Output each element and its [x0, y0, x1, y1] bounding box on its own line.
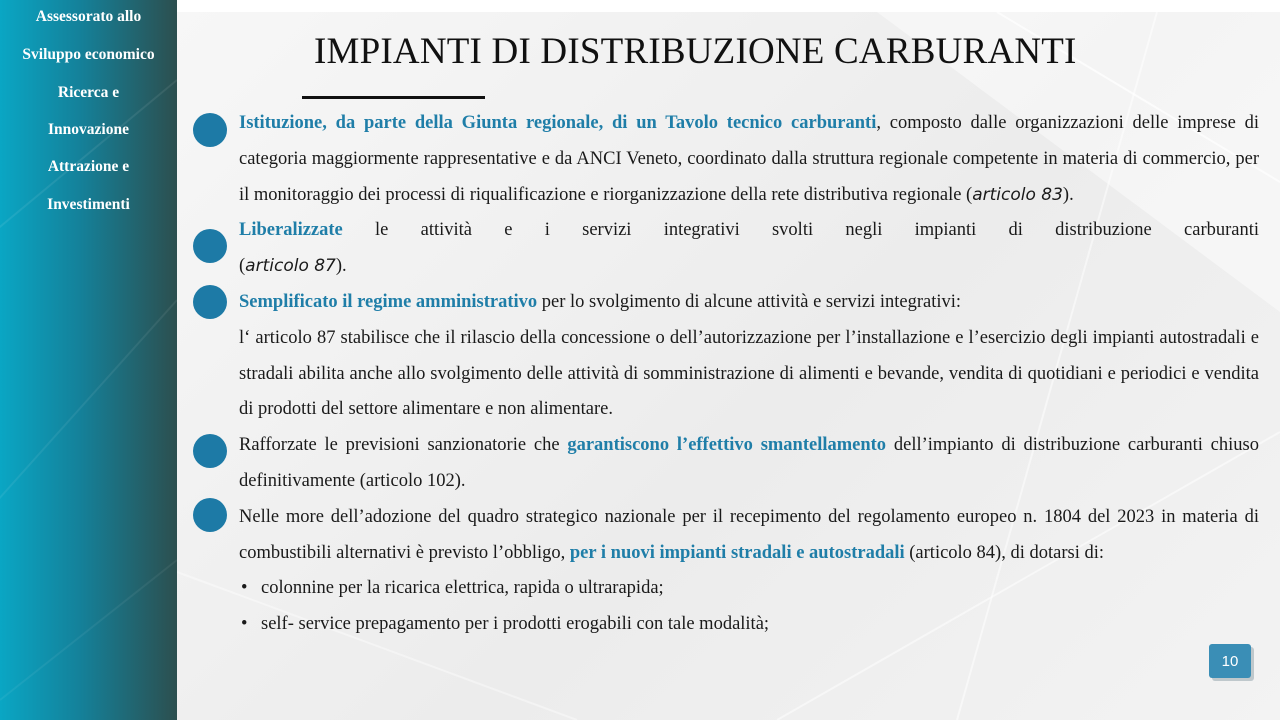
paragraph-combustibili	[239, 500, 1259, 572]
slide-body	[239, 106, 1259, 643]
highlight-text: Istituzione, da parte della Giunta regionale, di un Tavolo tecnico carburanti	[239, 113, 877, 133]
sidebar-line-4: Innovazione	[48, 121, 129, 138]
sidebar-line-5: Attrazione e	[47, 158, 130, 175]
list-item	[239, 571, 1259, 607]
bullet-circle-1	[193, 113, 227, 147]
highlight-text: Liberalizzate	[239, 220, 343, 241]
paragraph-text: per lo svolgimento di alcune attività e servizi integrativi:	[537, 291, 962, 312]
highlight-text: garantiscono l’effettivo smantellamento	[567, 435, 887, 456]
paragraph-sanzioni	[239, 428, 1259, 500]
list-item-text: self- service prepagamento per i prodotti erogabili con tale modalità;	[261, 614, 770, 635]
sidebar-line-1: Assessorato allo	[35, 8, 142, 25]
paragraph-text-end: ).	[1062, 184, 1074, 205]
page-number-badge: 10	[1209, 644, 1251, 678]
slide-title: IMPIANTI DI DISTRIBUZIONE CARBURANTI	[314, 31, 1077, 72]
paragraph-text-end: ).	[335, 256, 347, 277]
paragraph-text-end: (articolo 84), di dotarsi di:	[904, 542, 1104, 563]
paragraph-text-end: dell’impianto di distribuzione carburanti chiuso definitivamente (articolo 102).	[239, 435, 1259, 491]
sidebar-line-3: Ricerca e	[57, 84, 120, 101]
paragraph-semplificato	[239, 285, 1259, 321]
bullet-circle-3	[193, 285, 227, 319]
sidebar-line-6: Investimenti	[47, 196, 130, 213]
paragraph-articolo-87	[239, 321, 1259, 428]
bullet-circle-5	[193, 498, 227, 532]
bullet-circle-2	[193, 229, 227, 263]
paragraph-text: l‘ articolo 87 stabilisce che il rilascio della concessione o dell’autorizzazione per l’installazione e l’esercizio degli impianti autostradali e stradali abilita anche allo svolgimento delle attività di somministrazione di alimenti e bevande, vendita di quotidiani e periodici e vendita di prodotti del settore alimentare e non alimentare.	[239, 327, 1259, 420]
sidebar	[0, 0, 177, 720]
list-item-text: colonnine per la ricarica elettrica, rapida o ultrarapida;	[261, 578, 664, 599]
paragraph-text: , composto dalle organizzazioni delle imprese di categoria maggiormente rappresentative e da ANCI Veneto, coordinato dalla struttura regionale competente in materia di commercio, per il monitoraggio dei processi di riqualificazione e riorganizzazione della rete distributiva regionale (	[239, 113, 1259, 205]
paragraph-text: Nelle more dell’adozione del quadro strategico nazionale per il recepimento del regolamento europeo n. 1804 del 2023 in materia di combustibili alternativi è previsto l’obbligo,	[239, 506, 1259, 563]
bullet-circle-4	[193, 434, 227, 468]
article-reference: articolo 87	[245, 256, 336, 277]
title-underline	[302, 96, 485, 99]
sidebar-decoration	[0, 0, 177, 720]
list-item	[239, 607, 1259, 643]
bullet-dot-icon: •	[241, 578, 248, 599]
highlight-text: per i nuovi impianti stradali e autostradali	[569, 542, 905, 563]
paragraph-liberalizzate	[239, 213, 1259, 249]
highlight-text: Semplificato il regime amministrativo	[239, 291, 538, 312]
paragraph-liberalizzate-ref	[239, 249, 1259, 285]
paragraph-tavolo-tecnico	[239, 106, 1259, 213]
paragraph-text: le attività e i servizi integrativi svolti negli impianti di distribuzione carburanti	[342, 220, 1259, 241]
paragraph-text: Rafforzate le previsioni sanzionatorie che	[239, 435, 568, 456]
article-reference: articolo 83	[972, 184, 1063, 205]
paragraph-text-open: (	[239, 256, 246, 277]
sidebar-line-2: Sviluppo economico	[22, 46, 155, 63]
bullet-dot-icon: •	[241, 614, 248, 635]
